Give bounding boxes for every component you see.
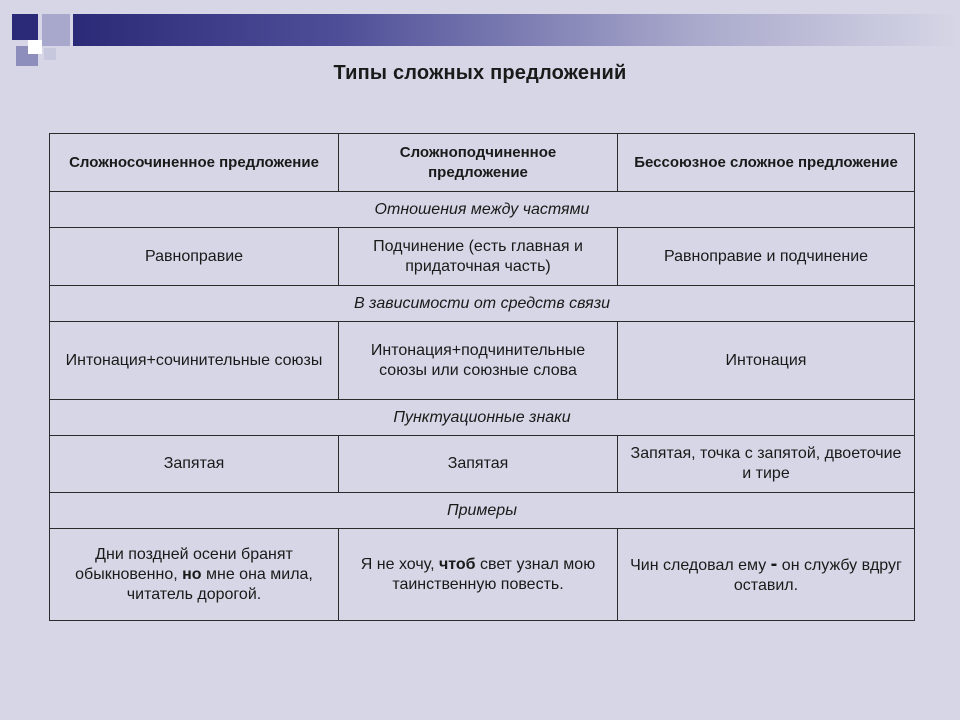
- example-text: мне она мила, читатель дорогой.: [126, 565, 313, 603]
- cell-asyndetic: Запятая, точка с запятой, двоеточие и тире: [618, 436, 915, 493]
- table-row: [50, 322, 915, 400]
- cell-asyndetic: Интонация: [618, 322, 915, 400]
- table-row: [50, 436, 915, 493]
- section-row: [50, 286, 915, 322]
- decor-square: [44, 48, 56, 60]
- example-text: свет узнал мою таинственную повесть.: [392, 555, 596, 593]
- cell-complex: Подчинение (есть главная и придаточная часть): [339, 228, 618, 286]
- section-row: [50, 493, 915, 529]
- table-row: [50, 529, 915, 621]
- section-label: Отношения между частями: [50, 192, 915, 228]
- header-complex: Сложноподчиненное предложение: [339, 134, 618, 192]
- cell-compound: Запятая: [50, 436, 339, 493]
- section-label: В зависимости от средств связи: [50, 286, 915, 322]
- cell-complex: Запятая: [339, 436, 618, 493]
- header-gradient-bar: [73, 14, 960, 46]
- example-complex: [339, 529, 618, 621]
- section-label: Примеры: [50, 493, 915, 529]
- decor-square: [12, 14, 38, 40]
- example-text: Дни поздней осени бранят обыкновенно,: [75, 545, 293, 583]
- sentence-types-table: [49, 133, 915, 621]
- example-compound: [50, 529, 339, 621]
- decor-square: [42, 14, 70, 46]
- example-dash: -: [770, 552, 778, 575]
- table-header-row: [50, 134, 915, 192]
- cell-complex: Интонация+подчинительные союзы или союзные слова: [339, 322, 618, 400]
- cell-compound: Интонация+сочинительные союзы: [50, 322, 339, 400]
- section-label: Пунктуационные знаки: [50, 400, 915, 436]
- page-title: Типы сложных предложений: [333, 62, 627, 84]
- cell-compound: Равноправие: [50, 228, 339, 286]
- header-compound: Сложносочиненное предложение: [50, 134, 339, 192]
- example-conjunction: чтоб: [438, 555, 476, 573]
- header-asyndetic: Бессоюзное сложное предложение: [618, 134, 915, 192]
- example-asyndetic: [618, 529, 915, 621]
- example-conjunction: но: [182, 565, 202, 583]
- section-row: [50, 400, 915, 436]
- cell-asyndetic: Равноправие и подчинение: [618, 228, 915, 286]
- example-text: Я не хочу,: [360, 555, 439, 573]
- example-text: Чин следовал ему: [630, 556, 771, 574]
- example-text: он службу вдруг оставил.: [733, 556, 902, 594]
- decor-square: [28, 40, 42, 54]
- section-row: [50, 192, 915, 228]
- table-row: [50, 228, 915, 286]
